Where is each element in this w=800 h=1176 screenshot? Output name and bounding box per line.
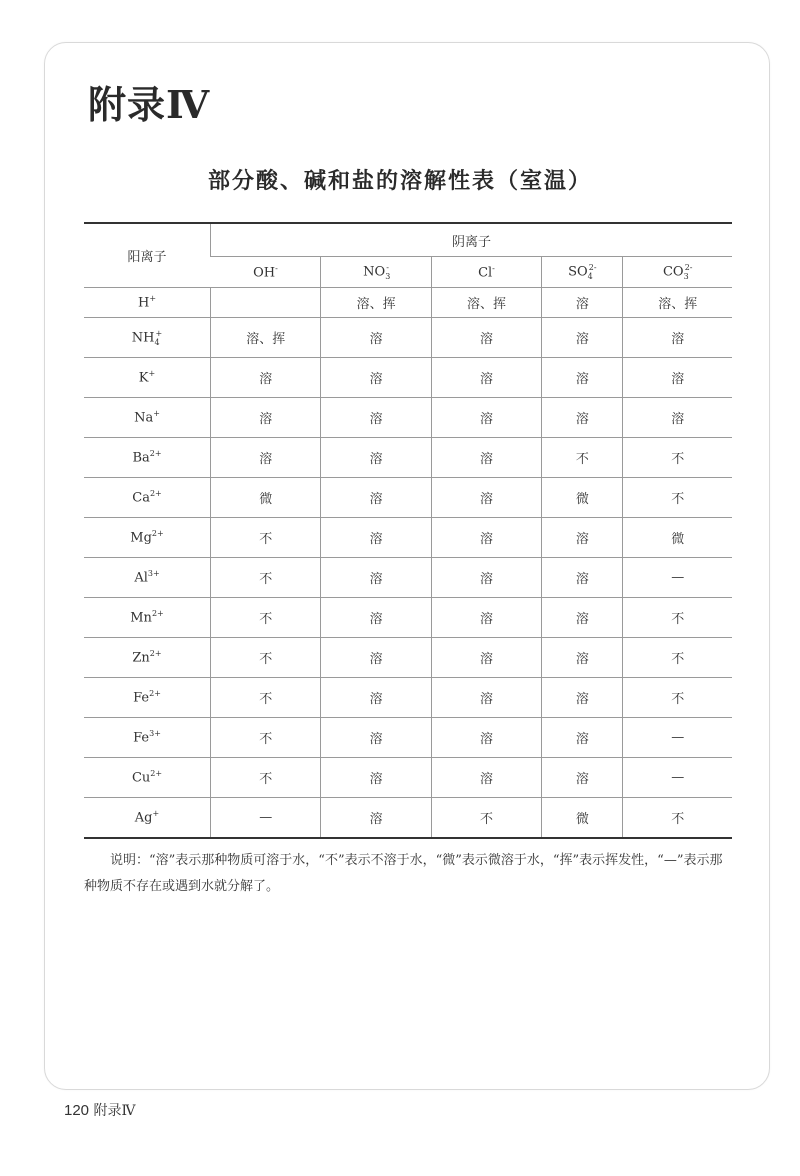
solubility-cell: 溶 <box>431 718 541 758</box>
anion-cell <box>542 257 623 288</box>
ion-base: Mg <box>130 530 152 546</box>
anion-cell <box>431 257 541 288</box>
solubility-cell: 溶 <box>542 638 623 678</box>
table-row <box>84 678 732 718</box>
solubility-cell: 溶 <box>542 518 623 558</box>
solubility-cell: — <box>211 798 321 838</box>
solubility-cell: 溶 <box>321 678 431 718</box>
cation-cell <box>84 758 211 798</box>
ion-base: SO <box>568 264 588 280</box>
table-row <box>84 638 732 678</box>
solubility-table <box>84 222 732 839</box>
ion-base: Ag <box>134 810 153 826</box>
ion-charge: 2- <box>684 263 693 273</box>
solubility-cell: 溶 <box>211 438 321 478</box>
solubility-cell: 溶 <box>542 598 623 638</box>
solubility-cell: 溶 <box>321 398 431 438</box>
solubility-cell: 溶 <box>321 718 431 758</box>
ion-charge: 2+ <box>150 769 163 779</box>
ion-charge: 3+ <box>147 569 160 579</box>
table-row <box>84 288 732 318</box>
ion-charge: 2+ <box>151 609 164 619</box>
ion-base: Cl <box>478 265 493 281</box>
solubility-cell: 溶、挥 <box>623 288 732 318</box>
solubility-cell: 不 <box>431 798 541 838</box>
solubility-cell: — <box>623 558 732 598</box>
cation-cell <box>84 318 211 358</box>
cation-cell <box>84 358 211 398</box>
anion-cell <box>623 257 732 288</box>
solubility-cell: 微 <box>211 478 321 518</box>
solubility-cell: 溶 <box>321 758 431 798</box>
ion-charge: 2+ <box>149 449 162 459</box>
ion-charge: + <box>148 369 156 379</box>
solubility-cell: 不 <box>211 718 321 758</box>
page-footer <box>64 1100 135 1120</box>
ion-charge: + <box>155 328 163 338</box>
cation-cell <box>84 798 211 838</box>
solubility-cell: 溶 <box>431 438 541 478</box>
table-row <box>84 518 732 558</box>
solubility-cell: 溶 <box>542 288 623 318</box>
ion-base: OH <box>253 265 276 281</box>
anion-cell <box>321 257 431 288</box>
ion-base: Ba <box>132 450 150 466</box>
ion-base: K <box>138 370 149 386</box>
solubility-cell: 溶 <box>431 398 541 438</box>
ion-charge: + <box>149 294 157 304</box>
ion-charge: 2- <box>588 263 597 273</box>
ion-charge: + <box>153 409 160 419</box>
solubility-cell: 溶 <box>542 558 623 598</box>
cation-cell <box>84 518 211 558</box>
solubility-cell: 溶 <box>321 638 431 678</box>
ion-charge: - <box>386 263 389 273</box>
ion-charge: 2+ <box>149 489 162 499</box>
solubility-cell: 溶 <box>623 398 732 438</box>
ion-base: Fe <box>133 730 150 746</box>
solubility-cell: 溶 <box>321 318 431 358</box>
solubility-cell: 溶 <box>542 678 623 718</box>
cation-cell <box>84 288 211 318</box>
anion-cell <box>211 257 321 288</box>
ion-base: H <box>137 295 150 311</box>
table-row <box>84 438 732 478</box>
ion-charge: 2+ <box>151 529 164 539</box>
solubility-cell: 溶 <box>431 478 541 518</box>
solubility-cell: 溶 <box>431 758 541 798</box>
cation-cell <box>84 478 211 518</box>
solubility-cell: 不 <box>211 678 321 718</box>
ion-charge: - <box>492 263 495 273</box>
solubility-cell: 不 <box>623 638 732 678</box>
solubility-cell: 不 <box>623 598 732 638</box>
ion-subscript: 4 <box>587 271 593 281</box>
solubility-cell: 溶 <box>321 798 431 838</box>
table-note: 说明：“溶”表示那种物质可溶于水，“不”表示不溶于水，“微”表示微溶于水，“挥”表示挥发性，“—”表示那种物质不存在或遇到水就分解了。 <box>84 853 723 894</box>
solubility-cell: 溶 <box>321 438 431 478</box>
solubility-cell: — <box>623 758 732 798</box>
solubility-cell: 溶 <box>211 398 321 438</box>
ion-base: Fe <box>133 690 150 706</box>
solubility-cell: 溶 <box>542 718 623 758</box>
solubility-cell: 溶、挥 <box>321 288 431 318</box>
table-row <box>84 558 732 598</box>
cation-cell <box>84 718 211 758</box>
cation-cell <box>84 638 211 678</box>
ion-base: Na <box>134 410 154 426</box>
ion-charge: 2+ <box>149 649 162 659</box>
solubility-cell: 不 <box>623 478 732 518</box>
solubility-cell: — <box>623 718 732 758</box>
solubility-cell: 溶 <box>321 598 431 638</box>
ion-charge: - <box>275 263 278 273</box>
solubility-cell: 溶 <box>623 358 732 398</box>
table-row <box>84 798 732 838</box>
solubility-cell: 不 <box>211 598 321 638</box>
solubility-cell: 溶 <box>321 558 431 598</box>
solubility-cell: 微 <box>542 478 623 518</box>
table-row <box>84 718 732 758</box>
footer-label: 附录Ⅳ <box>93 1103 136 1119</box>
solubility-cell: 微 <box>542 798 623 838</box>
solubility-cell: 溶 <box>321 358 431 398</box>
solubility-cell: 不 <box>211 758 321 798</box>
ion-base: NO <box>363 264 386 280</box>
page-number: 120 <box>64 1102 90 1119</box>
cation-cell <box>84 678 211 718</box>
table-row <box>84 318 732 358</box>
solubility-cell: 溶 <box>211 358 321 398</box>
cation-cell <box>84 438 211 478</box>
solubility-cell: 不 <box>623 678 732 718</box>
table-title: 部分酸、碱和盐的溶解性表（室温） <box>207 168 592 194</box>
ion-base: Ca <box>132 490 150 506</box>
solubility-cell: 不 <box>211 518 321 558</box>
ion-base: Zn <box>132 650 150 666</box>
ion-charge: + <box>152 809 160 819</box>
solubility-cell: 溶 <box>431 358 541 398</box>
solubility-cell: 溶、挥 <box>211 318 321 358</box>
solubility-cell: 溶、挥 <box>431 288 541 318</box>
ion-base: Cu <box>131 770 151 786</box>
solubility-cell: 溶 <box>542 398 623 438</box>
solubility-cell: 不 <box>623 798 732 838</box>
solubility-cell: 溶 <box>321 518 431 558</box>
appendix-title: 附录Ⅳ <box>88 82 211 127</box>
solubility-cell: 溶 <box>623 318 732 358</box>
solubility-cell: 溶 <box>542 318 623 358</box>
solubility-cell: 溶 <box>542 358 623 398</box>
ion-base: NH <box>131 329 155 345</box>
table-row <box>84 758 732 798</box>
anion-header: 阴离子 <box>211 223 733 257</box>
ion-subscript: 4 <box>154 337 160 347</box>
cation-cell <box>84 558 211 598</box>
solubility-cell: 溶 <box>321 478 431 518</box>
solubility-cell: 溶 <box>431 678 541 718</box>
cation-cell <box>84 598 211 638</box>
ion-subscript: 3 <box>683 271 689 281</box>
cation-header: 阳离子 <box>84 223 211 288</box>
solubility-cell: 溶 <box>431 638 541 678</box>
ion-charge: 3+ <box>149 729 161 739</box>
solubility-cell: 溶 <box>542 758 623 798</box>
solubility-cell: 溶 <box>431 558 541 598</box>
ion-base: CO <box>662 264 684 280</box>
table-row <box>84 398 732 438</box>
solubility-cell: 不 <box>211 558 321 598</box>
solubility-cell: 溶 <box>431 598 541 638</box>
ion-charge: 2+ <box>149 689 161 699</box>
solubility-cell: 不 <box>542 438 623 478</box>
cation-cell <box>84 398 211 438</box>
solubility-cell: 不 <box>623 438 732 478</box>
solubility-cell: 溶 <box>431 518 541 558</box>
solubility-cell: 不 <box>211 638 321 678</box>
ion-base: Mn <box>130 610 152 626</box>
table-row <box>84 478 732 518</box>
solubility-cell <box>211 288 321 318</box>
solubility-cell: 微 <box>623 518 732 558</box>
ion-base: Al <box>134 570 148 586</box>
ion-subscript: 3 <box>385 271 391 281</box>
table-row <box>84 358 732 398</box>
solubility-cell: 溶 <box>431 318 541 358</box>
table-row <box>84 598 732 638</box>
